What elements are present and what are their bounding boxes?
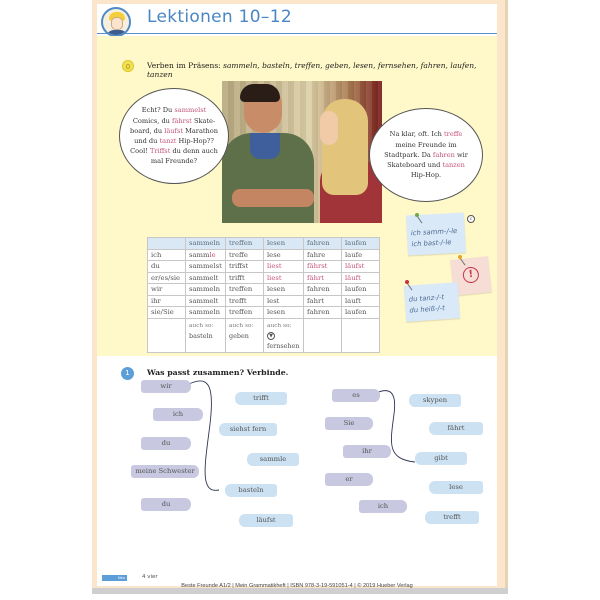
verb-chip[interactable]: siehst fern bbox=[219, 423, 277, 436]
highlight-verb: tanzt bbox=[159, 137, 177, 145]
pronoun-cell: ihr bbox=[148, 295, 186, 307]
table-cell: fährt bbox=[304, 272, 342, 284]
speech-text-right bbox=[382, 129, 470, 180]
table-row bbox=[148, 307, 380, 319]
pronoun-cell: er/es/sie bbox=[148, 272, 186, 284]
table-cell: liest bbox=[264, 261, 304, 273]
pronoun-chip[interactable]: wir bbox=[141, 380, 191, 393]
speech-text: du denn auch mal Freunde? bbox=[150, 147, 218, 166]
page-number-word: vier bbox=[147, 574, 158, 580]
heading-verbs: sammeln, basteln, treffen, geben, lesen, fernsehen, fahren, laufen, tanzen bbox=[147, 61, 477, 79]
speech-text-left bbox=[130, 105, 218, 166]
page-title: Lektionen 10–12 bbox=[147, 7, 292, 27]
table-cell: fahrt bbox=[304, 295, 342, 307]
table-cell: sammeln bbox=[186, 284, 226, 296]
warning-icon: ! bbox=[462, 266, 480, 284]
table-cell: treffen bbox=[226, 307, 264, 319]
avatar bbox=[101, 7, 131, 37]
table-cell: triffst bbox=[226, 261, 264, 273]
table-cell: liest bbox=[264, 272, 304, 284]
verb-stem: samm bbox=[189, 250, 210, 259]
also-cell bbox=[264, 318, 304, 352]
table-cell: läuft bbox=[342, 272, 380, 284]
column-header: fahren bbox=[304, 238, 342, 250]
pronoun-chip[interactable]: ich bbox=[359, 500, 407, 513]
table-cell: lesen bbox=[264, 307, 304, 319]
table-row-also bbox=[148, 318, 380, 352]
note-line: ich samm-/-le bbox=[410, 226, 458, 238]
pronoun-chip[interactable]: Sie bbox=[325, 417, 373, 430]
table-cell bbox=[304, 318, 342, 352]
table-cell: sammeln bbox=[186, 307, 226, 319]
heading-label: Verben im Präsens: bbox=[147, 61, 221, 70]
verb-chip[interactable]: gibt bbox=[415, 452, 467, 465]
table-cell: sammelt bbox=[186, 272, 226, 284]
also-label: auch so: bbox=[189, 322, 214, 329]
verb-chip[interactable]: trifft bbox=[235, 392, 287, 405]
table-cell bbox=[342, 318, 380, 352]
table-cell: laufe bbox=[342, 249, 380, 261]
sticky-note bbox=[404, 282, 460, 322]
table-row bbox=[148, 272, 380, 284]
also-label: auch so: bbox=[229, 322, 254, 329]
section-heading bbox=[147, 61, 497, 79]
table-header-row bbox=[148, 238, 380, 250]
table-cell: laufen bbox=[342, 307, 380, 319]
speech-text: meine Freunde im Stadtpark. Da bbox=[384, 140, 457, 159]
photo-boy-hair bbox=[240, 84, 280, 102]
verb-ending: le bbox=[209, 250, 216, 259]
column-header: treffen bbox=[226, 238, 264, 250]
speech-text: Skate-board, du bbox=[130, 116, 216, 135]
note-line: ich bast-/-le bbox=[411, 238, 452, 249]
note-line: du tanz-/-t bbox=[408, 293, 445, 304]
sticky-note bbox=[406, 213, 466, 256]
table-cell: trifft bbox=[226, 272, 264, 284]
pronoun-cell: wir bbox=[148, 284, 186, 296]
page-header bbox=[97, 4, 497, 34]
table-cell bbox=[148, 318, 186, 352]
speech-bubble-right bbox=[369, 108, 483, 202]
table-cell: läufst bbox=[342, 261, 380, 273]
verb-chip[interactable]: sammle bbox=[247, 453, 299, 466]
photo-boy-arms bbox=[232, 189, 314, 207]
audio-icon: c bbox=[467, 215, 475, 223]
note-line: du heiß-/-t bbox=[409, 304, 446, 315]
table-cell: laufen bbox=[342, 284, 380, 296]
also-cell bbox=[226, 318, 264, 352]
exercise-badge: 1 bbox=[121, 367, 134, 380]
pronoun-chip[interactable]: du bbox=[141, 437, 191, 450]
also-verb: basteln bbox=[189, 331, 213, 340]
table-cell: fahre bbox=[304, 249, 342, 261]
pin-icon bbox=[415, 213, 419, 217]
avatar-face bbox=[111, 17, 123, 30]
speech-text: Hip-Hop?? Cool! bbox=[130, 137, 214, 156]
table-cell bbox=[186, 249, 226, 261]
verb-chip[interactable]: lese bbox=[429, 481, 483, 494]
table-cell: treffe bbox=[226, 249, 264, 261]
table-cell: lest bbox=[264, 295, 304, 307]
pin-icon bbox=[405, 280, 409, 284]
table-cell: lauft bbox=[342, 295, 380, 307]
speech-text: Hip-Hop. bbox=[410, 171, 442, 180]
footer-credits: Beste Freunde A1/2 | Mein Grammatikheft | ISBN 978-3-19-591051-4 | © 2019 Hueber Verlag bbox=[181, 583, 413, 589]
speech-text: Marathon und du bbox=[134, 126, 219, 145]
speech-text: wir Skateboard und bbox=[387, 150, 468, 170]
column-header: lesen bbox=[264, 238, 304, 250]
pronoun-chip[interactable]: es bbox=[332, 389, 380, 402]
workbook-page bbox=[97, 4, 497, 589]
speech-bubble-left bbox=[119, 88, 229, 184]
pronoun-chip[interactable]: meine Schwester bbox=[131, 465, 199, 478]
table-cell: fahren bbox=[304, 307, 342, 319]
verb-chip[interactable]: trefft bbox=[425, 511, 479, 524]
verb-chip[interactable]: skypen bbox=[409, 394, 461, 407]
also-label: auch so: bbox=[267, 322, 292, 329]
photo-teenagers bbox=[222, 81, 382, 223]
table-row bbox=[148, 249, 380, 261]
pronoun-chip[interactable]: ihr bbox=[343, 445, 391, 458]
pronoun-cell: ich bbox=[148, 249, 186, 261]
also-verb: fernsehen bbox=[267, 341, 300, 350]
pronoun-chip[interactable]: du bbox=[141, 498, 191, 511]
column-header bbox=[148, 238, 186, 250]
speech-text: Comics, du bbox=[132, 116, 173, 125]
table-cell: sammelt bbox=[186, 295, 226, 307]
pronoun-chip[interactable]: er bbox=[325, 473, 373, 486]
speech-text: Echt? Du bbox=[141, 106, 175, 115]
table-row bbox=[148, 284, 380, 296]
also-cell bbox=[186, 318, 226, 352]
table-cell: treffen bbox=[226, 284, 264, 296]
pronoun-chip[interactable]: ich bbox=[153, 408, 203, 421]
footer-tag: Neu bbox=[102, 575, 127, 581]
verb-chip[interactable]: läufst bbox=[239, 514, 293, 527]
photo-girl-face bbox=[320, 111, 338, 145]
page-shadow bbox=[505, 0, 508, 590]
highlight-verb: treffe bbox=[444, 130, 463, 139]
conjugation-table bbox=[147, 237, 380, 353]
highlight-verb: Triffst bbox=[149, 147, 171, 156]
column-header: sammeln bbox=[186, 238, 226, 250]
highlight-verb: sammelst bbox=[174, 106, 207, 115]
highlight-verb: läufst bbox=[164, 126, 184, 135]
table-row bbox=[148, 261, 380, 273]
photo-boy-collar bbox=[250, 133, 280, 159]
trennbar-icon: ▼ bbox=[267, 332, 275, 340]
verb-chip[interactable]: basteln bbox=[225, 484, 277, 497]
pin-icon bbox=[458, 255, 462, 259]
highlight-verb: fahren bbox=[432, 150, 455, 159]
pronoun-cell: du bbox=[148, 261, 186, 273]
section-badge: 0 bbox=[122, 60, 134, 72]
table-cell: lesen bbox=[264, 284, 304, 296]
table-row bbox=[148, 295, 380, 307]
also-verb: geben bbox=[229, 331, 249, 340]
table-cell: fährst bbox=[304, 261, 342, 273]
verb-chip[interactable]: fährt bbox=[429, 422, 483, 435]
table-cell: lese bbox=[264, 249, 304, 261]
table-cell: trefft bbox=[226, 295, 264, 307]
speech-text: Na klar, oft. Ich bbox=[389, 130, 445, 139]
highlight-verb: tanzen bbox=[442, 161, 465, 170]
table-cell: fahren bbox=[304, 284, 342, 296]
table-cell: sammelst bbox=[186, 261, 226, 273]
page-number bbox=[142, 574, 158, 580]
exercise-title: Was passt zusammen? Verbinde. bbox=[147, 368, 289, 377]
pronoun-cell: sie/Sie bbox=[148, 307, 186, 319]
highlight-verb: fährst bbox=[172, 116, 192, 125]
column-header: laufen bbox=[342, 238, 380, 250]
page-number-digit: 4 bbox=[142, 574, 146, 580]
